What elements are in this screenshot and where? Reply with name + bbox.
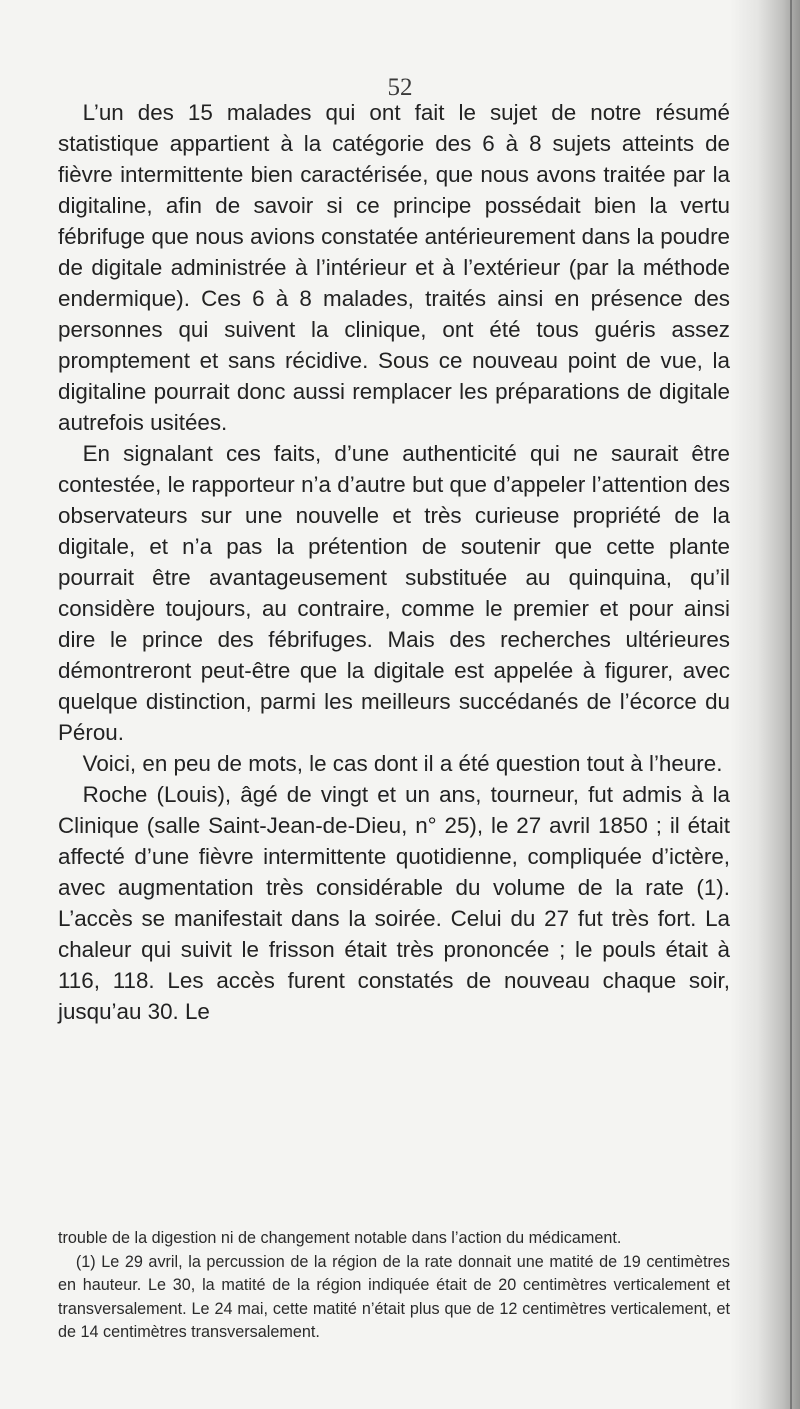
body-text — [58, 97, 730, 1027]
paragraph-1: L’un des 15 malades qui ont fait le sujet de notre résumé statistique appartient à la catégorie des 6 à 8 sujets atteints de fièvre intermittente bien caractérisée, que nous avons traitée par la digitaline, afin de savoir si ce principe possédait bien la vertu fébrifuge que nous avions constatée antérieurement dans la poudre de digitale administrée à l’intérieur et à l’extérieur (par la méthode endermique). Ces 6 à 8 malades, traités ainsi en présence des personnes qui suivent la clinique, ont été tous guéris assez promptement et sans récidive. Sous ce nouveau point de vue, la digitaline pourrait donc aussi remplacer les préparations de digitale autrefois usitées. — [58, 100, 730, 435]
footnotes — [58, 1227, 730, 1345]
paragraph-3: Voici, en peu de mots, le cas dont il a été question tout à l’heure. — [82, 751, 723, 776]
footnote-1: (1) Le 29 avril, la percussion de la région de la rate donnait une matité de 19 centimètres en hauteur. Le 30, la matité de la région indiquée était de 20 centimètres verticalement et transversalement. Le 24 mai, cette matité n’était plus que de 12 centimètres verticalement, et de 14 centimètres transversalement. — [58, 1252, 730, 1342]
paragraph-2: En signalant ces faits, d’une authenticité qui ne saurait être contestée, le rapporteur n’a d’autre but que d’appeler l’attention des observateurs sur une nouvelle et très curieuse propriété de la digitale, et n’a pas la prétention de soutenir que cette plante pourrait être avantageusement substituée au quinquina, qu’il considère toujours, au contraire, comme le premier et pour ainsi dire le prince des fébrifuges. Mais des recherches ultérieures démontreront peut-être que la digitale est appelée à figurer, avec quelque distinction, parmi les meilleurs succédanés de l’écorce du Pérou. — [58, 441, 730, 745]
paragraph-4: Roche (Louis), âgé de vingt et un ans, tourneur, fut admis à la Clinique (salle Saint-Jean-de-Dieu, n° 25), le 27 avril 1850 ; il était affecté d’une fièvre intermittente quotidienne, compliquée d’ictère, avec augmentation très considérable du volume de la rate (1). L’accès se manifestait dans la soirée. Celui du 27 fut très fort. La chaleur qui suivit le frisson était très prononcée ; le pouls était à 116, 118. Les accès furent constatés de nouveau chaque soir, jusqu’au 30. Le — [58, 782, 730, 1024]
page-number: 52 — [387, 74, 413, 101]
page-edge-line — [790, 0, 792, 1409]
footnote-continuation: trouble de la digestion ni de changement notable dans l’action du médicament. — [58, 1229, 622, 1247]
